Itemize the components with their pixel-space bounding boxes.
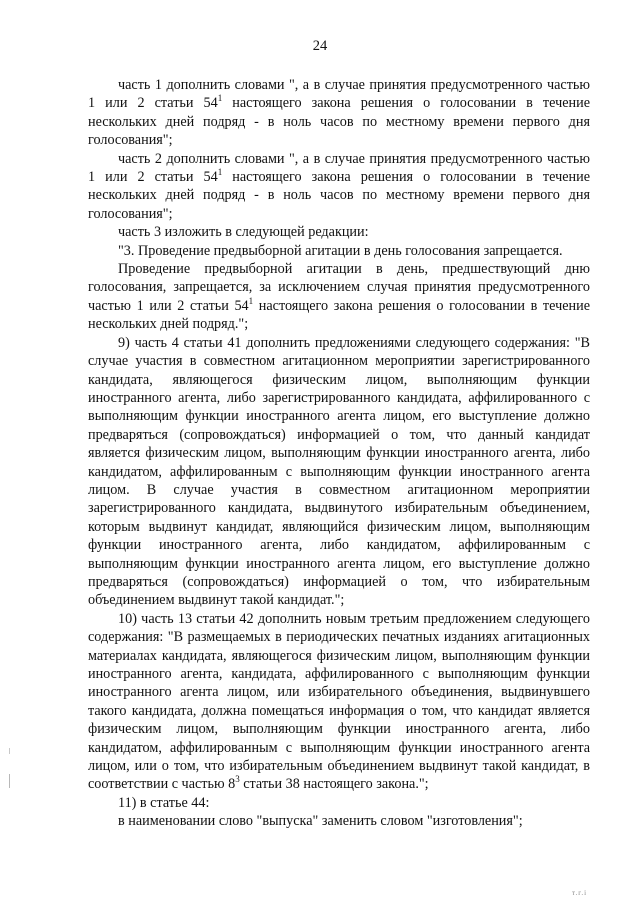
paragraph: 9) часть 4 статьи 41 дополнить предложениями следующего содержания: "В случае участия в совместном агитационном мероприятии зарегистрированного кандидата, являющегося физическим лицом, выполняющим функции иностранного агента, либо зарегистрированного кандидата, аффилированного с выполняющим функции иностранного агента лицом, его выступление должно предваряться (сопровождаться) информацией о том, что данный кандидат является физическим лицом, выполняющим функции иностранного агента, либо кандидатом, аффилированным с выполняющим функции иностранного агента лицом. В случае участия в совместном агитационном мероприятии зарегистрированного кандидата, выдвинутого избирательным объединением, которым выдвинут кандидат, являющийся физическим лицом, выполняющим функции иностранного агента, либо кандидатом, аффилированным с выполняющим функции иностранного агента лицом, его выступление должно предваряться (сопровождаться) информацией о том, что избирательным объединением выдвинут такой кандидат."; bbox=[88, 334, 590, 609]
page-number: 24 bbox=[312, 38, 328, 54]
footer-stamp: т.г.і bbox=[572, 889, 588, 897]
scan-mark bbox=[9, 774, 13, 788]
paragraph: часть 3 изложить в следующей редакции: bbox=[118, 224, 369, 241]
paragraph: часть 1 дополнить словами ", а в случае принятия предусмотренного частью 1 или 2 статьи $54^1$ настоящего закона решения о голосовании в течение нескольких дней подряд - в ноль часов по местному времени первого дня голосования"; bbox=[88, 77, 590, 149]
paragraph: Проведение предвыборной агитации в день, предшествующий дню голосования, запрещается, за исключением случая принятия предусмотренного частью 1 или 2 статьи $54^1$ настоящего закона решения о голосовании в течение нескольких дней подряд."; bbox=[88, 261, 590, 333]
paragraph: в наименовании слово "выпуска" заменить словом "изготовления"; bbox=[118, 813, 523, 830]
paragraph: часть 2 дополнить словами ", а в случае принятия предусмотренного частью 1 или 2 статьи $54^1$ настоящего закона решения о голосовании в течение нескольких дней подряд - в ноль часов по местному времени первого дня голосования"; bbox=[88, 150, 590, 222]
paragraph: 11) в статье 44: bbox=[118, 794, 210, 811]
scan-mark bbox=[9, 748, 13, 754]
paragraph: "3. Проведение предвыборной агитации в день голосования запрещается. bbox=[118, 242, 563, 259]
paragraph: 10) часть 13 статьи 42 дополнить новым третьим предложением следующего содержания: "В размещаемых в периодических печатных изданиях агитационных материалах кандидата, являющегося физическим лицом, выполняющим функции иностранного агента, кандидата, аффилированного с выполняющим функции иностранного агента лицом, или избирательного объединения, выдвинувшего такого кандидата, должна помещаться информация о том, что кандидат является физическим лицом, выполняющим функции иностранного агента, либо кандидатом, аффилированным с выполняющим функции иностранного агента лицом, или о том, что избирательным объединением выдвинут такой кандидат, в соответствии с частью $8^3$ статьи 38 настоящего закона."; bbox=[88, 610, 590, 793]
document-body bbox=[88, 76, 590, 831]
